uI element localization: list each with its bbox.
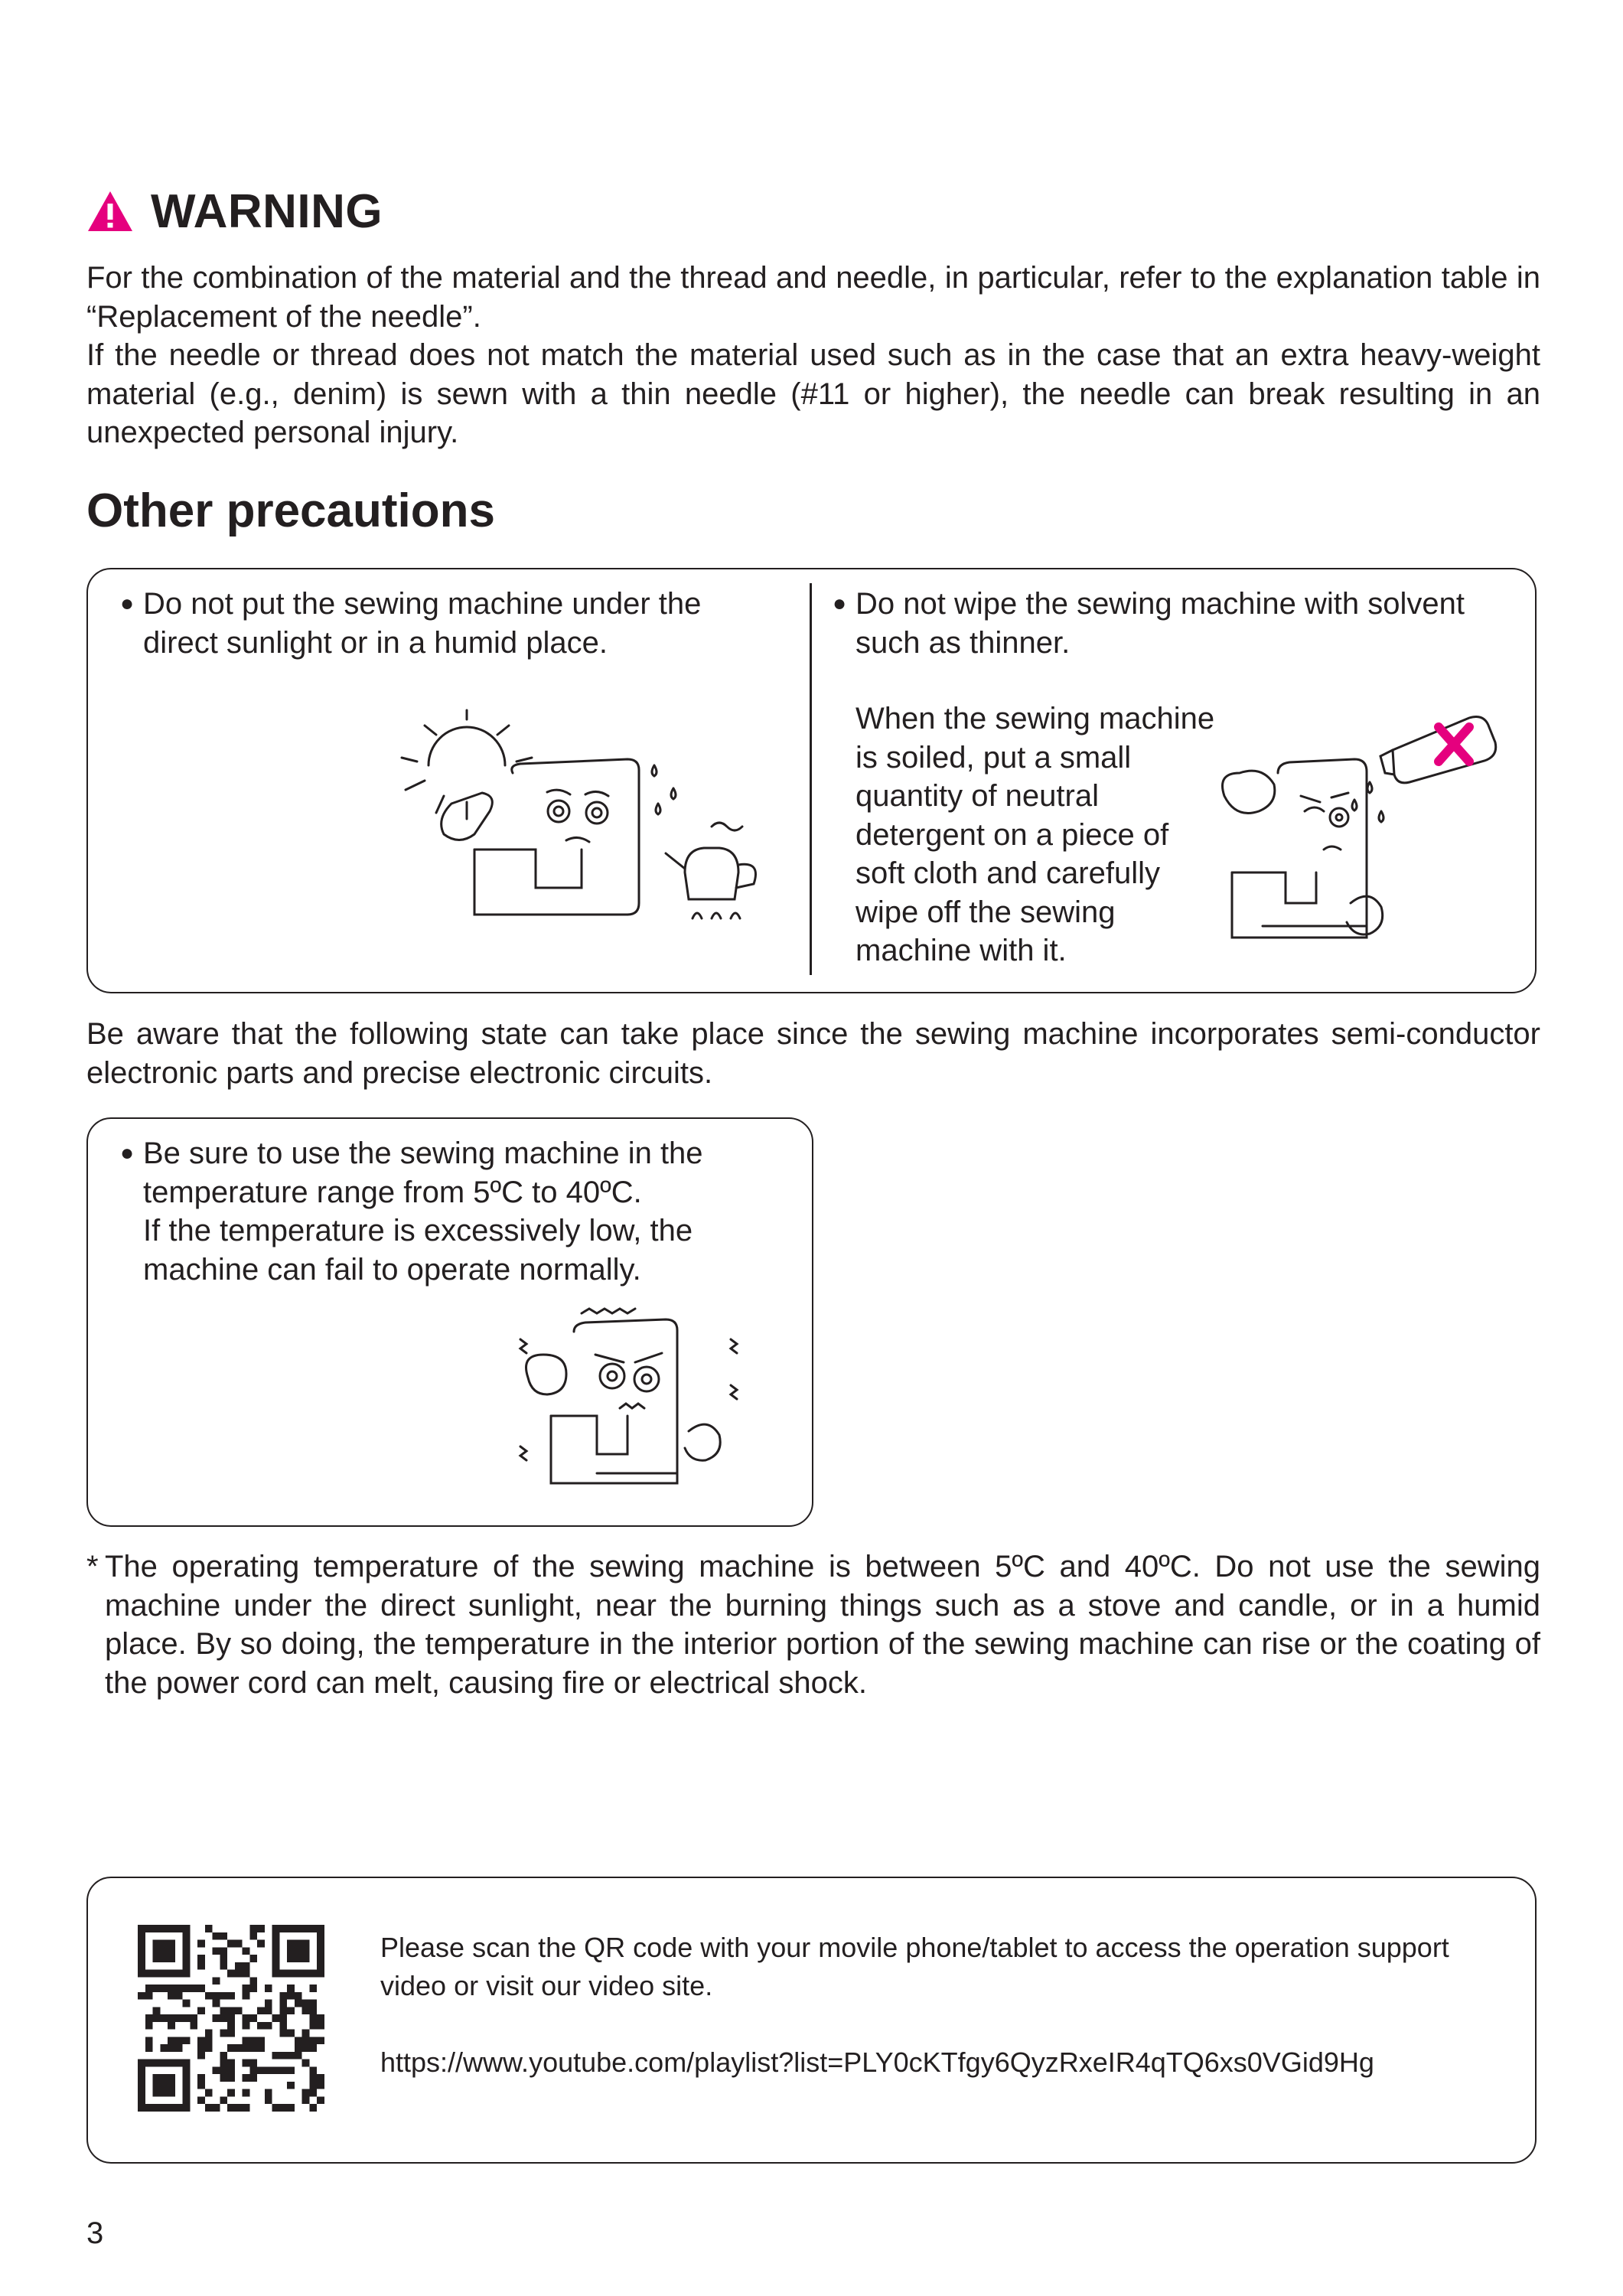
footnote-text: The operating temperature of the sewing machine is between 5ºC and 40ºC. Do not use the sewing machine under the direct sunlight, near the burning things such as a stove and candle, or in a humid place. By so doing, the temperature in the interior portion of the sewing machine can rise or the coating of the power cord can melt, causing fire or electrical shock.: [105, 1550, 1540, 1700]
electronics-intro: Be aware that the following state can take place since the sewing machine incorporates semi-conductor electronic parts and precise electronic circuits.: [86, 1017, 1540, 1090]
bullet-temperature: ● Be sure to use the sewing machine in the temperature range from 5ºC to 40ºC. If the temperature is excessively low, the machine can fail to operate normally.: [120, 1134, 794, 1289]
warning-text: [86, 259, 1540, 452]
qr-code[interactable]: [138, 1925, 324, 2112]
bullet-temperature-line2: If the temperature is excessively low, the machine can fail to operate normally.: [143, 1214, 693, 1287]
wiping-illustration: [1217, 696, 1538, 957]
bullet-solvent: ● Do not wipe the sewing machine with solvent such as thinner.: [833, 585, 1521, 662]
qr-instructions: Please scan the QR code with your movile phone/tablet to access the operation support video or visit our video site.: [380, 1932, 1449, 2001]
cleaning-note: When the sewing machine is soiled, put a small quantity of neutral detergent on a piece of soft cloth and carefully wipe off the sewing machine with it.: [855, 702, 1215, 967]
bullet-sunlight-text: Do not put the sewing machine under the direct sunlight or in a humid place.: [143, 587, 702, 660]
section-heading: Other precautions: [86, 484, 495, 537]
warning-triangle-icon: [86, 190, 134, 233]
footnote: [86, 1548, 1540, 1702]
warning-title: WARNING: [151, 184, 383, 238]
page-number: 3: [86, 2216, 104, 2250]
box-divider: [810, 583, 812, 975]
bullet-sunlight: ● Do not put the sewing machine under the direct sunlight or in a humid place.: [120, 585, 778, 662]
bullet-solvent-text: Do not wipe the sewing machine with solvent such as thinner.: [855, 587, 1465, 660]
cold-machine-illustration: [513, 1309, 758, 1500]
footnote-star: *: [86, 1550, 99, 1583]
video-url-link[interactable]: https://www.youtube.com/playlist?list=PLY0cKTfgy6QyzRxeIR4qTQ6xs0VGid9Hg: [380, 2047, 1374, 2078]
warning-heading: [86, 181, 383, 242]
warning-paragraph-2: If the needle or thread does not match the material used such as in the case that an extra heavy-weight material (e.g., denim) is sewn with a thin needle (#11 or higher), the needle can break resulting in an unexpected personal injury.: [86, 338, 1540, 449]
sunlight-illustration: [383, 719, 781, 949]
warning-paragraph-1: For the combination of the material and the thread and needle, in particular, refer to the explanation table in “Replacement of the needle”.: [86, 261, 1540, 334]
bullet-temperature-line1: Be sure to use the sewing machine in the temperature range from 5ºC to 40ºC.: [143, 1137, 703, 1209]
